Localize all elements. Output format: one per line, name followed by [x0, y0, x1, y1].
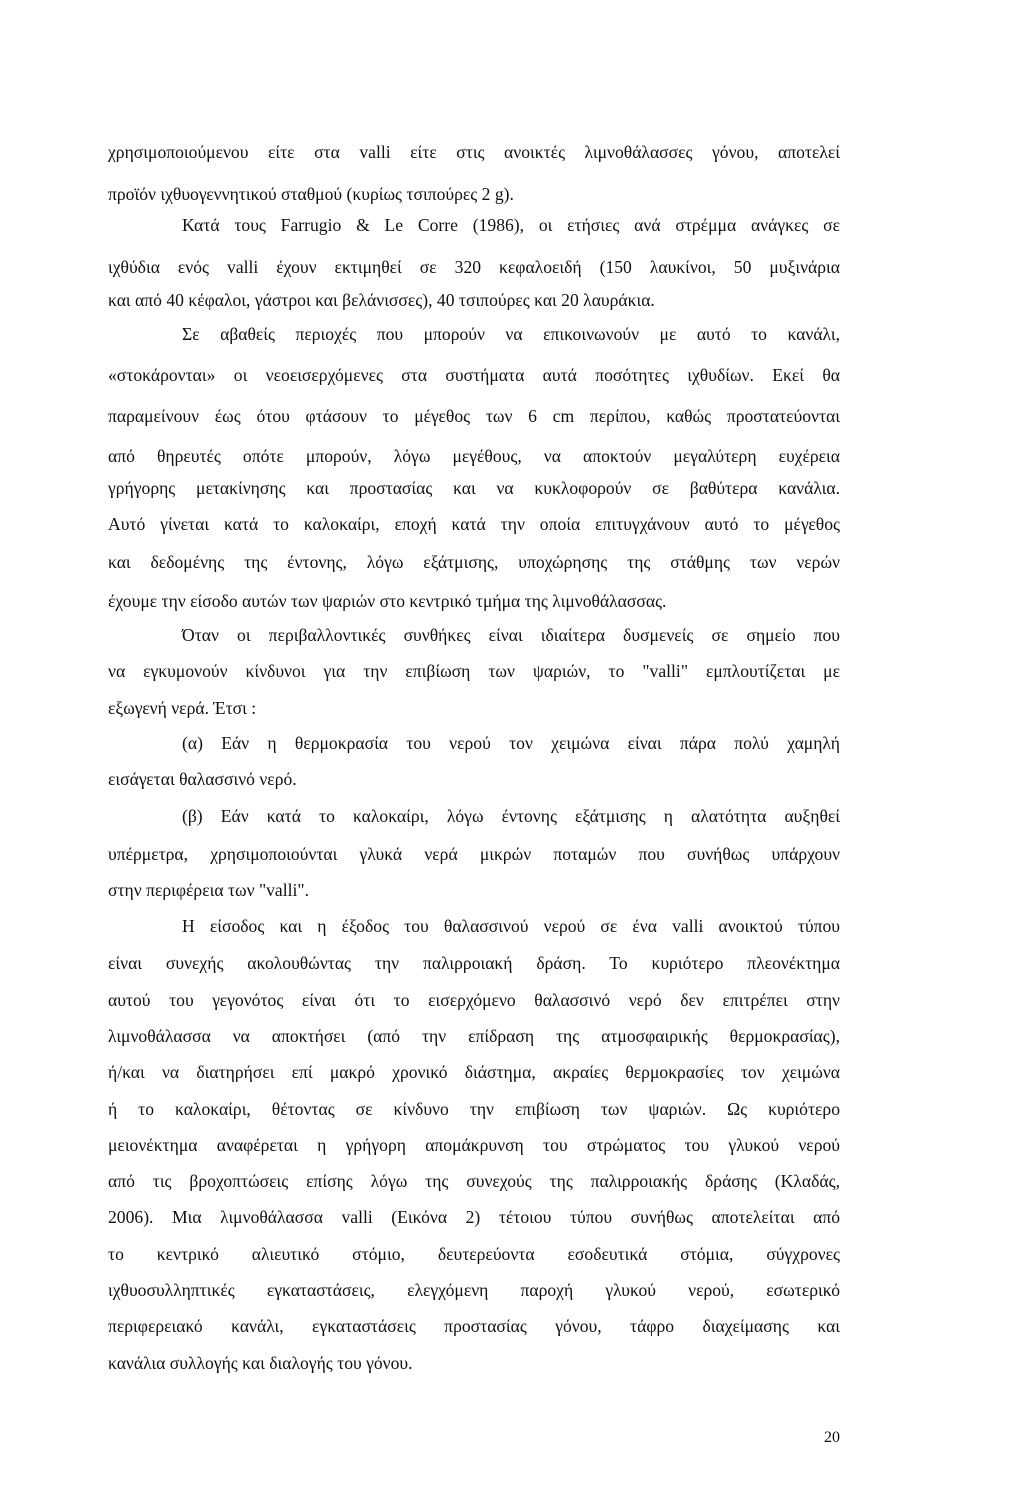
text-line: Η είσοδος και η έξοδος του θαλασσινού νερού σε ένα valli ανοικτού τύπου — [182, 916, 840, 936]
text-line: χρησιμοποιούμενου είτε στα valli είτε στις ανοικτές λιμνοθάλασσες γόνου, αποτελεί — [108, 142, 840, 162]
text-line: προϊόν ιχθυογεννητικού σταθμού (κυρίως τσιπούρες 2 g). — [108, 184, 514, 204]
text-line: εισάγεται θαλασσινό νερό. — [108, 769, 297, 789]
text-line: Σε αβαθείς περιοχές που μπορούν να επικοινωνούν με αυτό το κανάλι, — [182, 324, 840, 344]
text-line: παραμείνουν έως ότου φτάσουν το μέγεθος των 6 cm περίπου, καθώς προστατεύονται — [108, 406, 840, 426]
text-line: ή/και να διατηρήσει επί μακρό χρονικό διάστημα, ακραίες θερμοκρασίες τον χειμώνα — [108, 1062, 840, 1082]
text-line: από τις βροχοπτώσεις επίσης λόγω της συνεχούς της παλιρροιακής δράσης (Κλαδάς, — [108, 1171, 840, 1191]
text-line: (α) Εάν η θερμοκρασία του νερού τον χειμώνα είναι πάρα πολύ χαμηλή — [182, 733, 840, 753]
text-line: έχουμε την είσοδο αυτών των ψαριών στο κεντρικό τμήμα της λιμνοθάλασσας. — [108, 591, 667, 611]
text-line: αυτού του γεγονότος είναι ότι το εισερχόμενο θαλασσινό νερό δεν επιτρέπει στην — [108, 990, 840, 1010]
page-number: 20 — [824, 1429, 840, 1446]
text-line: ιχθυοσυλληπτικές εγκαταστάσεις, ελεγχόμενη παροχή γλυκού νερού, εσωτερικό — [108, 1280, 840, 1300]
text-line: (β) Εάν κατά το καλοκαίρι, λόγω έντονης εξάτμισης η αλατότητα αυξηθεί — [182, 806, 840, 826]
text-line: υπέρμετρα, χρησιμοποιούνται γλυκά νερά μικρών ποταμών που συνήθως υπάρχουν — [108, 844, 840, 864]
text-line: στην περιφέρεια των "valli". — [108, 880, 309, 900]
text-line: «στοκάρονται» οι νεοεισερχόμενες στα συστήματα αυτά ποσότητες ιχθυδίων. Εκεί θα — [108, 365, 840, 385]
text-line: περιφερειακό κανάλι, εγκαταστάσεις προστασίας γόνου, τάφρο διαχείμασης και — [108, 1316, 840, 1336]
text-line: ή το καλοκαίρι, θέτοντας σε κίνδυνο την επιβίωση των ψαριών. Ως κυριότερο — [108, 1099, 840, 1119]
text-line: μειονέκτημα αναφέρεται η γρήγορη απομάκρυνση του στρώματος του γλυκού νερού — [108, 1135, 840, 1155]
text-line: 2006). Μια λιμνοθάλασσα valli (Εικόνα 2) τέτοιου τύπου συνήθως αποτελείται από — [108, 1207, 840, 1227]
text-line: και από 40 κέφαλοι, γάστροι και βελάνισσες), 40 τσιπούρες και 20 λαυράκια. — [108, 290, 655, 310]
text-line: να εγκυμονούν κίνδυνοι για την επιβίωση των ψαριών, το "valli" εμπλουτίζεται με — [108, 661, 840, 681]
text-line: είναι συνεχής ακολουθώντας την παλιρροιακή δράση. Το κυριότερο πλεονέκτημα — [108, 953, 840, 973]
text-line: από θηρευτές οπότε μπορούν, λόγω μεγέθους, να αποκτούν μεγαλύτερη ευχέρεια — [108, 446, 840, 466]
text-line: το κεντρικό αλιευτικό στόμιο, δευτερεύοντα εσοδευτικά στόμια, σύγχρονες — [108, 1244, 840, 1264]
text-line: γρήγορης μετακίνησης και προστασίας και να κυκλοφορούν σε βαθύτερα κανάλια. — [108, 478, 840, 498]
text-line: και δεδομένης της έντονης, λόγω εξάτμισης, υποχώρησης της στάθμης των νερών — [108, 552, 840, 572]
text-line: Όταν οι περιβαλλοντικές συνθήκες είναι ιδιαίτερα δυσμενείς σε σημείο που — [182, 625, 840, 645]
text-line: Αυτό γίνεται κατά το καλοκαίρι, εποχή κατά την οποία επιτυγχάνουν αυτό το μέγεθος — [108, 514, 840, 534]
text-line: ιχθύδια ενός valli έχουν εκτιμηθεί σε 320 κεφαλοειδή (150 λαυκίνοι, 50 μυξινάρια — [108, 257, 840, 277]
text-line: εξωγενή νερά. Έτσι : — [108, 698, 257, 718]
text-line: Κατά τους Farrugio & Le Corre (1986), οι ετήσιες ανά στρέμμα ανάγκες σε — [182, 215, 840, 235]
text-line: κανάλια συλλογής και διαλογής του γόνου. — [108, 1353, 413, 1373]
text-line: λιμνοθάλασσα να αποκτήσει (από την επίδραση της ατμοσφαιρικής θερμοκρασίας), — [108, 1026, 840, 1046]
